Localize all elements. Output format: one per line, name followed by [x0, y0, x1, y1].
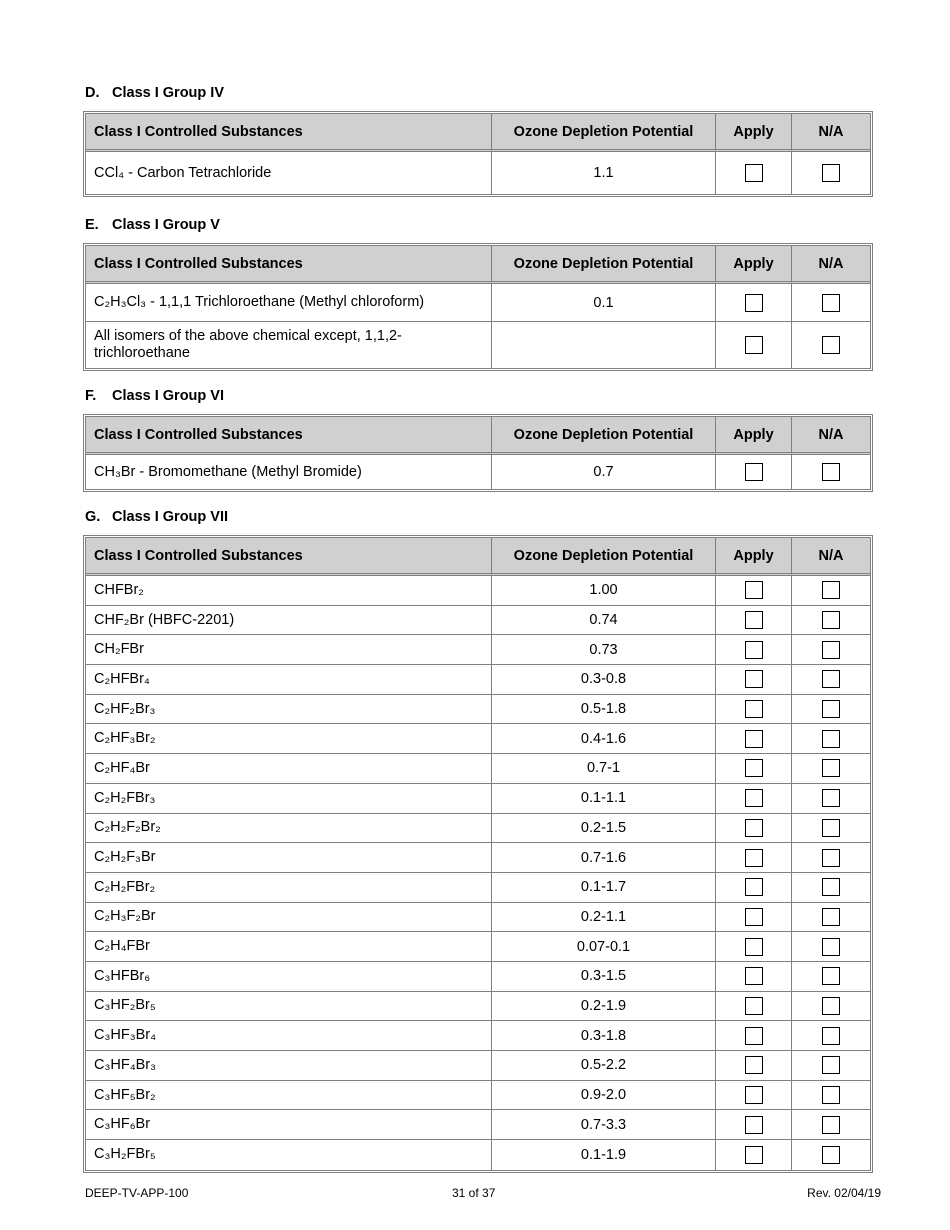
substance-name: C₃HF₂Br₅	[86, 992, 492, 1022]
table-row	[86, 814, 870, 844]
apply-checkbox[interactable]	[745, 997, 763, 1015]
section-d-title: D. Class I Group IV	[85, 85, 224, 101]
na-checkbox[interactable]	[822, 336, 840, 354]
apply-checkbox[interactable]	[745, 819, 763, 837]
ozone-depletion-value: 0.2-1.1	[492, 903, 716, 933]
na-checkbox-cell	[792, 695, 870, 725]
table-row	[86, 1051, 870, 1081]
apply-checkbox-cell	[716, 903, 792, 933]
na-column-header: N/A	[792, 538, 870, 576]
table-row	[86, 992, 870, 1022]
substance-name: CHF₂Br (HBFC-2201)	[86, 606, 492, 636]
apply-checkbox-cell	[716, 455, 792, 489]
apply-checkbox[interactable]	[745, 759, 763, 777]
na-checkbox-cell	[792, 903, 870, 933]
na-checkbox[interactable]	[822, 878, 840, 896]
table-row	[86, 576, 870, 606]
apply-checkbox[interactable]	[745, 1116, 763, 1134]
na-checkbox-cell	[792, 1110, 870, 1140]
ozone-depletion-value: 1.00	[492, 576, 716, 606]
na-checkbox[interactable]	[822, 938, 840, 956]
table-row	[86, 606, 870, 636]
apply-checkbox[interactable]	[745, 1027, 763, 1045]
substance-name: C₂HFBr₄	[86, 665, 492, 695]
na-column-header: N/A	[792, 114, 870, 152]
ozone-depletion-value: 0.74	[492, 606, 716, 636]
substance-name: CHFBr₂	[86, 576, 492, 606]
ozone-depletion-value: 0.4-1.6	[492, 724, 716, 754]
table-row	[86, 962, 870, 992]
na-checkbox-cell	[792, 322, 870, 368]
table-header-row	[86, 246, 870, 284]
ozone-depletion-value: 0.5-1.8	[492, 695, 716, 725]
substance-name: C₂H₂FBr₃	[86, 784, 492, 814]
apply-checkbox[interactable]	[745, 294, 763, 312]
substance-name: C₃HFBr₆	[86, 962, 492, 992]
na-checkbox-cell	[792, 1140, 870, 1170]
ozone-depletion-value: 1.1	[492, 152, 716, 194]
apply-column-header: Apply	[716, 114, 792, 152]
ozone-depletion-value: 0.2-1.5	[492, 814, 716, 844]
footer-form-id: DEEP-TV-APP-100	[85, 1186, 189, 1200]
na-checkbox[interactable]	[822, 997, 840, 1015]
table-row	[86, 284, 870, 322]
na-checkbox[interactable]	[822, 611, 840, 629]
table-row	[86, 1021, 870, 1051]
apply-checkbox-cell	[716, 284, 792, 322]
substance-name: C₂H₂F₂Br₂	[86, 814, 492, 844]
ozone-depletion-value: 0.1-1.1	[492, 784, 716, 814]
apply-column-header: Apply	[716, 246, 792, 284]
apply-checkbox-cell	[716, 992, 792, 1022]
substance-name: CCl₄ - Carbon Tetrachloride	[86, 152, 492, 194]
substance-name: CH₃Br - Bromomethane (Methyl Bromide)	[86, 455, 492, 489]
ozone-depletion-value: 0.1	[492, 284, 716, 322]
substance-name: C₂H₂FBr₂	[86, 873, 492, 903]
apply-checkbox-cell	[716, 1051, 792, 1081]
substance-name: CH₂FBr	[86, 635, 492, 665]
table-row	[86, 903, 870, 933]
ozone-depletion-value: 0.1-1.7	[492, 873, 716, 903]
apply-checkbox[interactable]	[745, 611, 763, 629]
na-checkbox[interactable]	[822, 1146, 840, 1164]
apply-checkbox-cell	[716, 873, 792, 903]
substance-name: C₃HF₄Br₃	[86, 1051, 492, 1081]
na-checkbox[interactable]	[822, 759, 840, 777]
apply-checkbox[interactable]	[745, 849, 763, 867]
table-row	[86, 724, 870, 754]
section-f-title: F. Class I Group VI	[85, 388, 224, 404]
group-v-table	[83, 243, 873, 371]
substance-column-header: Class I Controlled Substances	[86, 114, 492, 152]
na-checkbox[interactable]	[822, 908, 840, 926]
table-row	[86, 932, 870, 962]
table-row	[86, 843, 870, 873]
na-checkbox[interactable]	[822, 700, 840, 718]
na-checkbox-cell	[792, 1021, 870, 1051]
apply-checkbox[interactable]	[745, 463, 763, 481]
section-g-title: G. Class I Group VII	[85, 509, 229, 525]
group-vi-table	[83, 414, 873, 492]
apply-checkbox[interactable]	[745, 878, 763, 896]
substance-name: C₃HF₆Br	[86, 1110, 492, 1140]
na-checkbox-cell	[792, 873, 870, 903]
ozone-depletion-value: 0.7-1	[492, 754, 716, 784]
na-checkbox[interactable]	[822, 789, 840, 807]
na-checkbox[interactable]	[822, 670, 840, 688]
substance-name: C₂H₂F₃Br	[86, 843, 492, 873]
na-checkbox-cell	[792, 962, 870, 992]
na-checkbox[interactable]	[822, 164, 840, 182]
apply-checkbox-cell	[716, 606, 792, 636]
group-vii-table	[83, 535, 873, 1173]
apply-checkbox-cell	[716, 322, 792, 368]
apply-checkbox-cell	[716, 724, 792, 754]
apply-checkbox-cell	[716, 962, 792, 992]
na-checkbox[interactable]	[822, 581, 840, 599]
ozone-depletion-value: 0.3-0.8	[492, 665, 716, 695]
odp-column-header: Ozone Depletion Potential	[492, 417, 716, 455]
na-checkbox-cell	[792, 606, 870, 636]
substance-column-header: Class I Controlled Substances	[86, 246, 492, 284]
group-iv-table	[83, 111, 873, 197]
apply-checkbox[interactable]	[745, 336, 763, 354]
apply-checkbox[interactable]	[745, 967, 763, 985]
table-row	[86, 665, 870, 695]
apply-checkbox-cell	[716, 1110, 792, 1140]
na-checkbox-cell	[792, 284, 870, 322]
substance-name: C₃HF₃Br₄	[86, 1021, 492, 1051]
ozone-depletion-value: 0.73	[492, 635, 716, 665]
apply-checkbox-cell	[716, 152, 792, 194]
odp-column-header: Ozone Depletion Potential	[492, 246, 716, 284]
apply-checkbox[interactable]	[745, 1086, 763, 1104]
apply-checkbox[interactable]	[745, 730, 763, 748]
ozone-depletion-value: 0.7	[492, 455, 716, 489]
apply-checkbox[interactable]	[745, 908, 763, 926]
table-row	[86, 635, 870, 665]
substance-name: C₂HF₄Br	[86, 754, 492, 784]
substance-name: C₂H₄FBr	[86, 932, 492, 962]
apply-checkbox-cell	[716, 695, 792, 725]
na-checkbox-cell	[792, 1081, 870, 1111]
apply-checkbox-cell	[716, 1081, 792, 1111]
table-row	[86, 1081, 870, 1111]
na-checkbox-cell	[792, 455, 870, 489]
na-checkbox[interactable]	[822, 730, 840, 748]
apply-checkbox-cell	[716, 784, 792, 814]
substance-name: C₂HF₃Br₂	[86, 724, 492, 754]
na-checkbox-cell	[792, 152, 870, 194]
apply-checkbox[interactable]	[745, 938, 763, 956]
ozone-depletion-value: 0.2-1.9	[492, 992, 716, 1022]
apply-column-header: Apply	[716, 538, 792, 576]
na-checkbox[interactable]	[822, 819, 840, 837]
table-header-row	[86, 538, 870, 576]
apply-checkbox-cell	[716, 754, 792, 784]
na-checkbox[interactable]	[822, 967, 840, 985]
ozone-depletion-value: 0.3-1.8	[492, 1021, 716, 1051]
substance-name: All isomers of the above chemical except, 1,1,2-trichloroethane	[86, 322, 492, 368]
apply-checkbox-cell	[716, 576, 792, 606]
table-row	[86, 695, 870, 725]
na-checkbox[interactable]	[822, 1116, 840, 1134]
table-row	[86, 152, 870, 194]
apply-checkbox[interactable]	[745, 1146, 763, 1164]
apply-checkbox-cell	[716, 843, 792, 873]
apply-checkbox-cell	[716, 932, 792, 962]
na-checkbox-cell	[792, 724, 870, 754]
apply-checkbox[interactable]	[745, 164, 763, 182]
table-row	[86, 784, 870, 814]
na-checkbox-cell	[792, 635, 870, 665]
na-checkbox[interactable]	[822, 641, 840, 659]
apply-checkbox-cell	[716, 665, 792, 695]
substance-name: C₂HF₂Br₃	[86, 695, 492, 725]
substance-name: C₂H₃F₂Br	[86, 903, 492, 933]
substance-name: C₃HF₅Br₂	[86, 1081, 492, 1111]
ozone-depletion-value: 0.1-1.9	[492, 1140, 716, 1170]
na-checkbox[interactable]	[822, 1056, 840, 1074]
substance-name: C₃H₂FBr₅	[86, 1140, 492, 1170]
na-checkbox[interactable]	[822, 463, 840, 481]
apply-checkbox[interactable]	[745, 641, 763, 659]
table-row	[86, 1140, 870, 1170]
apply-checkbox-cell	[716, 814, 792, 844]
na-checkbox-cell	[792, 1051, 870, 1081]
na-checkbox-cell	[792, 754, 870, 784]
na-checkbox[interactable]	[822, 1086, 840, 1104]
footer-revision: Rev. 02/04/19	[807, 1186, 881, 1200]
na-checkbox-cell	[792, 992, 870, 1022]
table-row	[86, 754, 870, 784]
na-checkbox-cell	[792, 814, 870, 844]
footer-page-number: 31 of 37	[452, 1186, 496, 1200]
apply-checkbox-cell	[716, 635, 792, 665]
section-e-title: E. Class I Group V	[85, 217, 220, 233]
na-checkbox-cell	[792, 784, 870, 814]
ozone-depletion-value: 0.7-1.6	[492, 843, 716, 873]
table-row	[86, 455, 870, 489]
table-row	[86, 322, 870, 368]
ozone-depletion-value: 0.5-2.2	[492, 1051, 716, 1081]
ozone-depletion-value: 0.9-2.0	[492, 1081, 716, 1111]
apply-checkbox[interactable]	[745, 581, 763, 599]
na-column-header: N/A	[792, 246, 870, 284]
substance-column-header: Class I Controlled Substances	[86, 417, 492, 455]
table-header-row	[86, 417, 870, 455]
table-header-row	[86, 114, 870, 152]
na-column-header: N/A	[792, 417, 870, 455]
apply-checkbox-cell	[716, 1021, 792, 1051]
apply-checkbox-cell	[716, 1140, 792, 1170]
na-checkbox[interactable]	[822, 1027, 840, 1045]
apply-column-header: Apply	[716, 417, 792, 455]
ozone-depletion-value: 0.07-0.1	[492, 932, 716, 962]
table-row	[86, 1110, 870, 1140]
na-checkbox[interactable]	[822, 294, 840, 312]
substance-column-header: Class I Controlled Substances	[86, 538, 492, 576]
apply-checkbox[interactable]	[745, 700, 763, 718]
ozone-depletion-value	[492, 322, 716, 368]
odp-column-header: Ozone Depletion Potential	[492, 114, 716, 152]
na-checkbox[interactable]	[822, 849, 840, 867]
apply-checkbox[interactable]	[745, 1056, 763, 1074]
na-checkbox-cell	[792, 932, 870, 962]
ozone-depletion-value: 0.3-1.5	[492, 962, 716, 992]
table-row	[86, 873, 870, 903]
apply-checkbox[interactable]	[745, 789, 763, 807]
substance-name: C₂H₃Cl₃ - 1,1,1 Trichloroethane (Methyl chloroform)	[86, 284, 492, 322]
na-checkbox-cell	[792, 576, 870, 606]
na-checkbox-cell	[792, 843, 870, 873]
na-checkbox-cell	[792, 665, 870, 695]
apply-checkbox[interactable]	[745, 670, 763, 688]
odp-column-header: Ozone Depletion Potential	[492, 538, 716, 576]
ozone-depletion-value: 0.7-3.3	[492, 1110, 716, 1140]
